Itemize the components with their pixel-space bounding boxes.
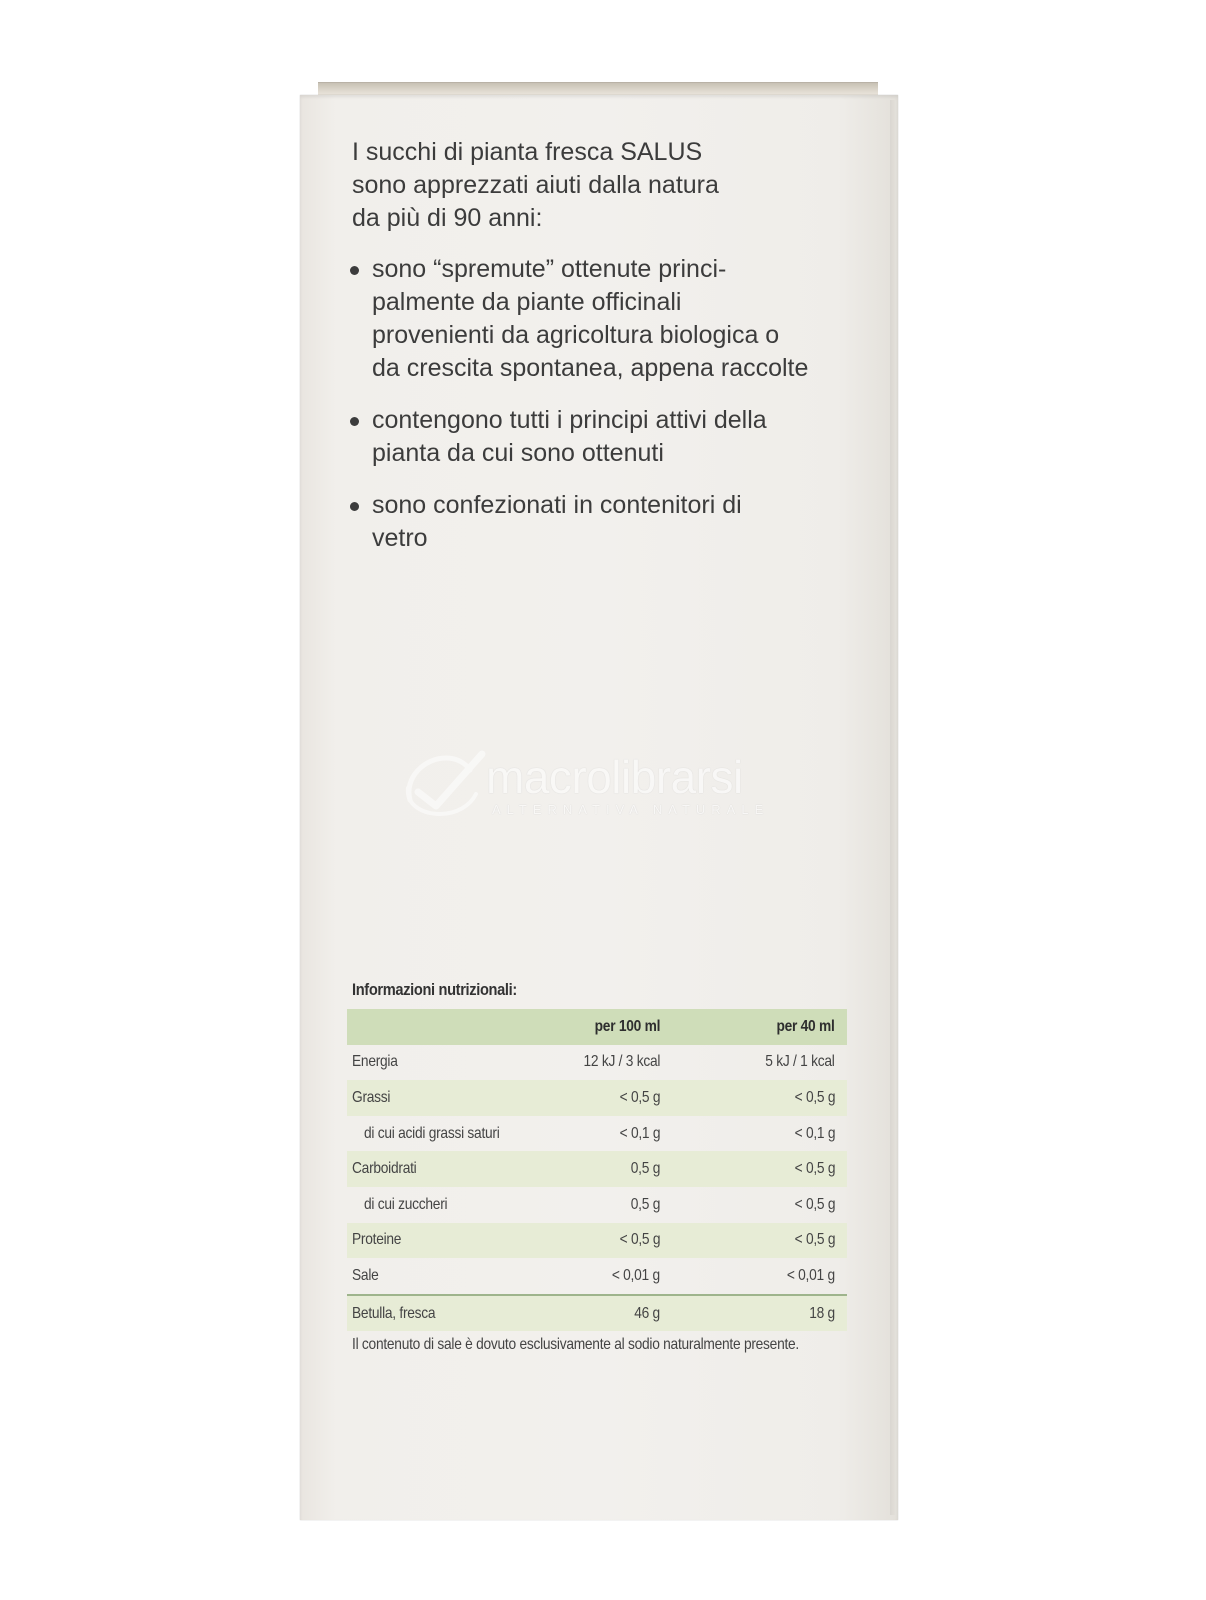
row-value-100ml: 46 g xyxy=(634,1304,661,1322)
row-label: Sale xyxy=(352,1266,379,1284)
benefit-line: contengono tutti i principi attivi della xyxy=(372,406,767,434)
benefits-list xyxy=(350,253,870,574)
row-value-100ml: 0,5 g xyxy=(630,1160,661,1178)
leaf-check-icon xyxy=(400,748,488,818)
table-row xyxy=(347,1151,847,1187)
row-label: Betulla, fresca xyxy=(352,1304,436,1322)
nutrition-table xyxy=(347,1009,847,1331)
row-label: Proteine xyxy=(352,1231,402,1249)
benefit-item xyxy=(350,404,870,470)
benefit-line: vetro xyxy=(372,524,428,552)
row-value-40ml: 18 g xyxy=(809,1304,835,1322)
header-per-40ml: per 40 ml xyxy=(776,1017,835,1035)
row-label: di cui zuccheri xyxy=(364,1195,448,1213)
benefit-line: palmente da piante officinali xyxy=(372,288,682,316)
row-value-40ml: < 0,1 g xyxy=(794,1124,835,1142)
benefit-line: sono confezionati in contenitori di xyxy=(372,491,742,519)
intro-text xyxy=(352,136,862,235)
row-value-40ml: 5 kJ / 1 kcal xyxy=(765,1053,835,1071)
benefit-item xyxy=(350,253,870,385)
row-value-40ml: < 0,5 g xyxy=(794,1160,835,1178)
header-per-100ml: per 100 ml xyxy=(594,1017,661,1035)
row-label: Carboidrati xyxy=(352,1160,417,1178)
row-value-40ml: < 0,5 g xyxy=(794,1195,835,1213)
row-value-40ml: < 0,5 g xyxy=(794,1088,835,1106)
benefit-line: pianta da cui sono ottenuti xyxy=(372,439,664,467)
benefit-line: sono “spremute” ottenute princi- xyxy=(372,255,727,283)
row-value-40ml: < 0,01 g xyxy=(786,1266,835,1284)
nutrition-header-row xyxy=(347,1009,847,1045)
table-row xyxy=(347,1116,847,1152)
header-label xyxy=(347,1009,553,1045)
benefit-line: da crescita spontanea, appena raccolte xyxy=(372,354,809,382)
watermark-tagline: ALTERNATIVA NATURALE xyxy=(492,802,770,817)
table-row xyxy=(347,1045,847,1081)
table-row xyxy=(347,1187,847,1223)
row-label: Grassi xyxy=(352,1088,391,1106)
table-row xyxy=(347,1080,847,1116)
nutrition-title: Informazioni nutrizionali: xyxy=(352,980,517,999)
benefit-line: provenienti da agricoltura biologica o xyxy=(372,321,780,349)
row-value-100ml: < 0,1 g xyxy=(619,1124,661,1142)
watermark-name: macrolibrarsi xyxy=(486,751,743,803)
row-label: di cui acidi grassi saturi xyxy=(364,1124,500,1142)
table-row xyxy=(347,1295,847,1332)
benefit-item xyxy=(350,489,870,555)
table-row xyxy=(347,1258,847,1295)
row-value-100ml: < 0,5 g xyxy=(619,1088,661,1106)
box-panel-edge xyxy=(890,100,896,1515)
watermark xyxy=(400,748,800,828)
table-row xyxy=(347,1223,847,1259)
row-value-100ml: < 0,01 g xyxy=(612,1266,661,1284)
intro-line: I succhi di pianta fresca SALUS xyxy=(352,138,703,166)
row-label: Energia xyxy=(352,1053,398,1071)
nutrition-note: Il contenuto di sale è dovuto esclusivamente al sodio naturalmente presente. xyxy=(352,1336,799,1353)
row-value-100ml: 0,5 g xyxy=(630,1195,661,1213)
row-value-40ml: < 0,5 g xyxy=(794,1231,835,1249)
intro-line: da più di 90 anni: xyxy=(352,204,543,232)
row-value-100ml: 12 kJ / 3 kcal xyxy=(583,1053,661,1071)
intro-line: sono apprezzati aiuti dalla natura xyxy=(352,171,719,199)
row-value-100ml: < 0,5 g xyxy=(619,1231,661,1249)
